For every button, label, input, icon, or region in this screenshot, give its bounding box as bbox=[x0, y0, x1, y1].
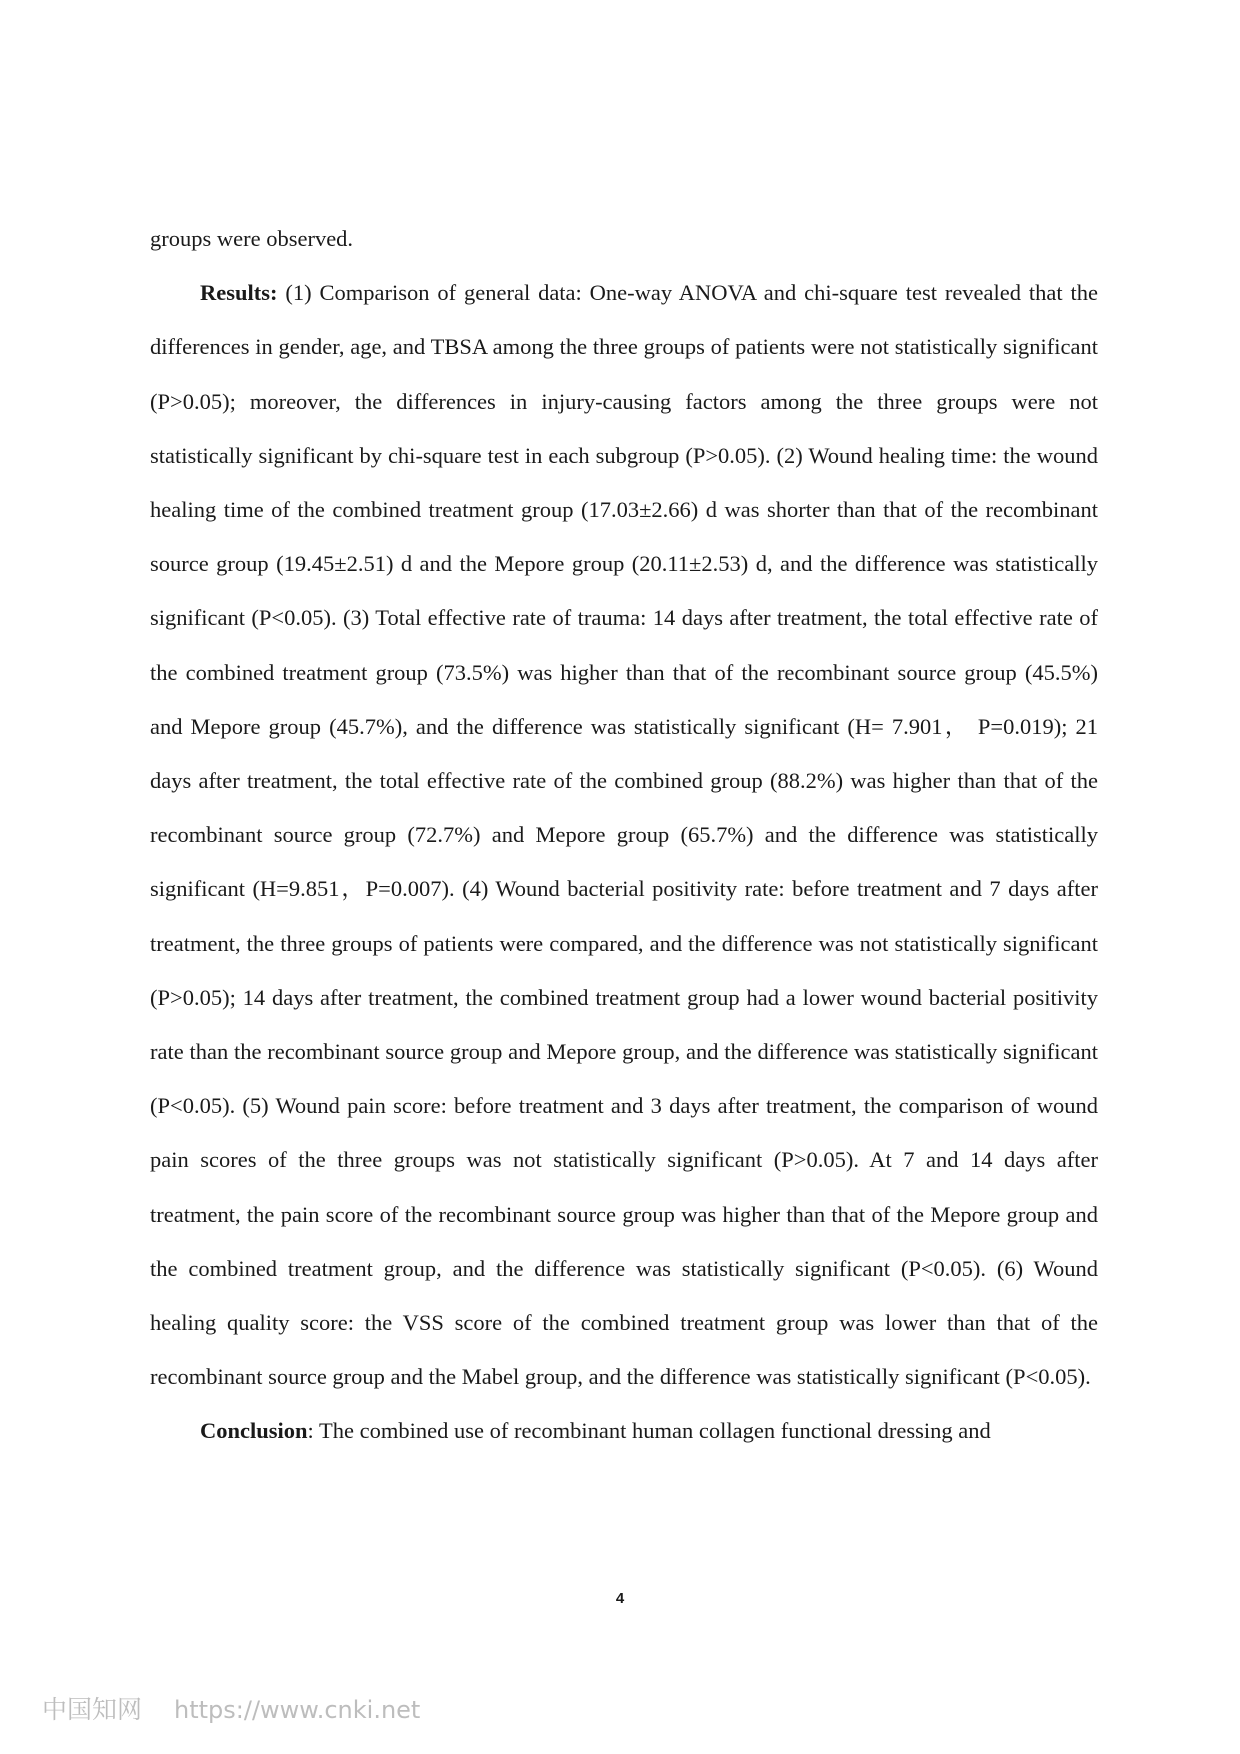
watermark-url: https://www.cnki.net bbox=[174, 1696, 421, 1724]
conclusion-text: : The combined use of recombinant human collagen functional dressing and bbox=[307, 1418, 991, 1444]
results-label: Results: bbox=[200, 280, 278, 306]
page-number: 4 bbox=[615, 1590, 625, 1607]
results-paragraph bbox=[150, 266, 1098, 1404]
intro-paragraph-tail: groups were observed. bbox=[150, 226, 354, 251]
document-body bbox=[150, 212, 1098, 1459]
conclusion-label: Conclusion bbox=[200, 1418, 308, 1444]
results-text: (1) Comparison of general data: One-way ANOVA and chi-square test revealed that the differences in gender, age, and TBSA among the three groups of patients were not statistically significant (P>0.05); moreover, the differences in injury-causing factors among the three groups were not statistically significant by chi-square test in each subgroup (P>0.05). (2) Wound healing time: the wound healing time of the combined treatment group (17.03±2.66) d was shorter than that of the recombinant source group (19.45±2.51) d and the Mepore group (20.11±2.53) d, and the difference was statistically significant (P<0.05). (3) Total effective rate of trauma: 14 days after treatment, the total effective rate of the combined treatment group (73.5%) was higher than that of the recombinant source group (45.5%) and Mepore group (45.7%), and the difference was statistically significant (H= 7.901， P=0.019); 21 days after treatment, the total effective rate of the combined group (88.2%) was higher than that of the recombinant source group (72.7%) and Mepore group (65.7%) and the difference was statistically significant (H=9.851，P=0.007). (4) Wound bacterial positivity rate: before treatment and 7 days after treatment, the three groups of patients were compared, and the difference was not statistically significant (P>0.05); 14 days after treatment, the combined treatment group had a lower wound bacterial positivity rate than the recombinant source group and Mepore group, and the difference was statistically significant (P<0.05). (5) Wound pain score: before treatment and 3 days after treatment, the comparison of wound pain scores of the three groups was not statistically significant (P>0.05). At 7 and 14 days after treatment, the pain score of the recombinant source group was higher than that of the Mepore group and the combined treatment group, and the difference was statistically significant (P<0.05). (6) Wound healing quality score: the VSS score of the combined treatment group was lower than that of the recombinant source group and the Mabel group, and the difference was statistically significant (P<0.05). bbox=[150, 280, 1098, 1390]
conclusion-paragraph bbox=[150, 1404, 1098, 1458]
cnki-watermark bbox=[42, 1690, 420, 1726]
watermark-brand: 中国知网 bbox=[42, 1695, 143, 1724]
